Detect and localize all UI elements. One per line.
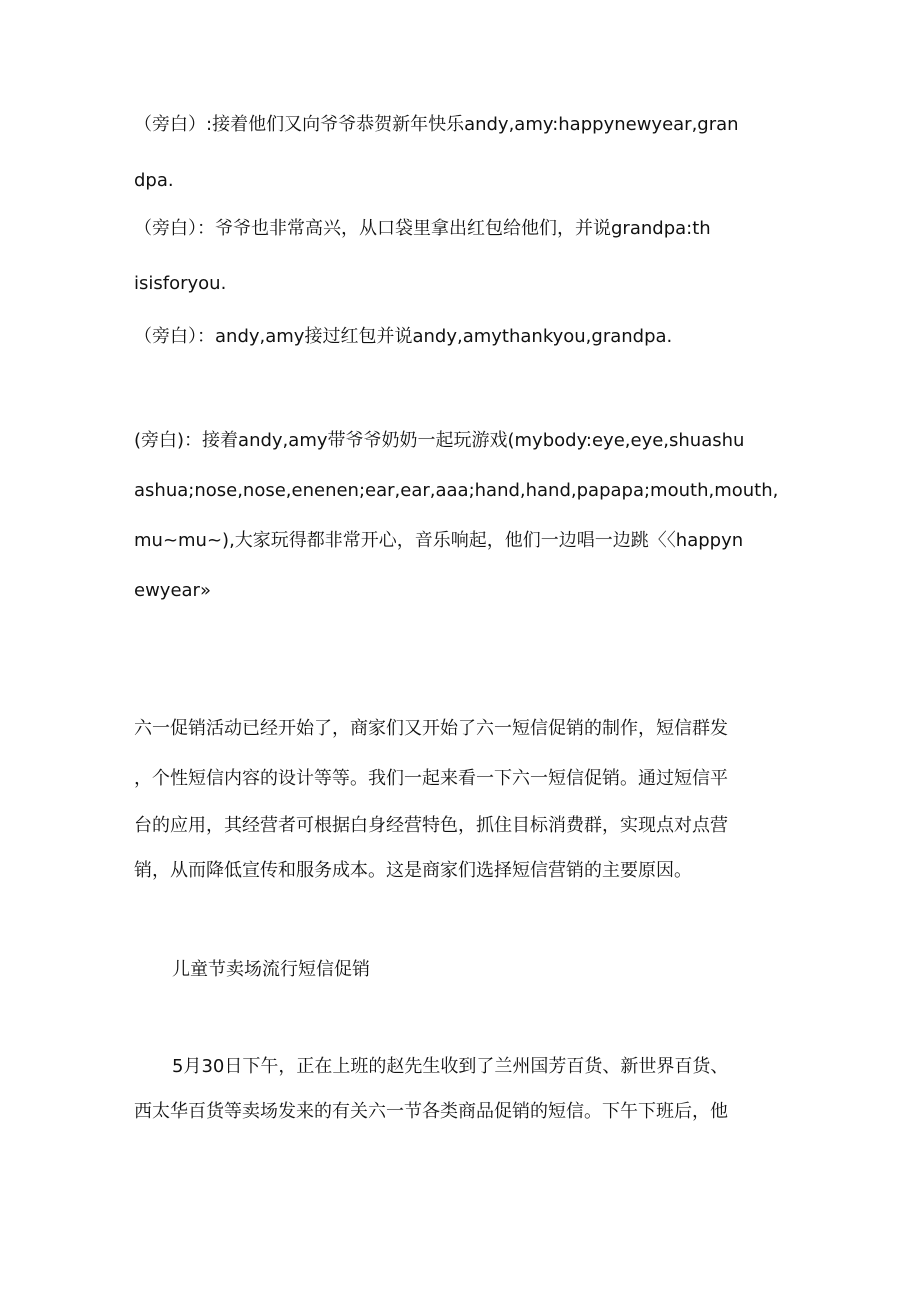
article-paragraph-line: 西太华百货等卖场发来的有关六一节各类商品促销的短信。下午下班后，他: [134, 1101, 728, 1122]
article-paragraph-line: 销，从而降低宣传和服务成本。这是商家们选择短信营销的主要原因。: [134, 860, 692, 881]
dialogue-line: dpa.: [134, 170, 174, 191]
dialogue-line: （旁白）：爷爷也非常高兴，从口袋里拿出红包给他们，并说grandpa:th: [134, 218, 711, 239]
dialogue-line: ewyear»: [134, 580, 211, 601]
dialogue-line: (旁白)：接着andy,amy带爷爷奶奶一起玩游戏(mybody:eye,eye,shuashu: [134, 430, 745, 451]
article-paragraph-line: 六一促销活动已经开始了，商家们又开始了六一短信促销的制作，短信群发: [134, 718, 728, 739]
article-paragraph-line: 5月30日下午，正在上班的赵先生收到了兰州国芳百货、新世界百货、: [172, 1056, 729, 1077]
dialogue-line: isisforyou.: [134, 273, 227, 294]
article-paragraph-line: ，个性短信内容的设计等等。我们一起来看一下六一短信促销。通过短信平: [134, 768, 728, 789]
dialogue-line: ashua;nose,nose,enenen;ear,ear,aaa;hand,hand,papapa;mouth,mouth,: [134, 480, 779, 501]
dialogue-line: mu~mu~),大家玩得都非常开心，音乐响起，他们一边唱一边跳〈〈happyn: [134, 530, 744, 551]
dialogue-line: （旁白）：andy,amy接过红包并说andy,amythankyou,grandpa.: [134, 326, 673, 347]
dialogue-line: （旁白）:接着他们又向爷爷恭贺新年快乐andy,amy:happynewyear,gran: [134, 114, 739, 135]
section-subtitle: 儿童节卖场流行短信促销: [172, 959, 370, 980]
article-paragraph-line: 台的应用，其经营者可根据白身经营特色，抓住目标消费群，实现点对点营: [134, 815, 728, 836]
